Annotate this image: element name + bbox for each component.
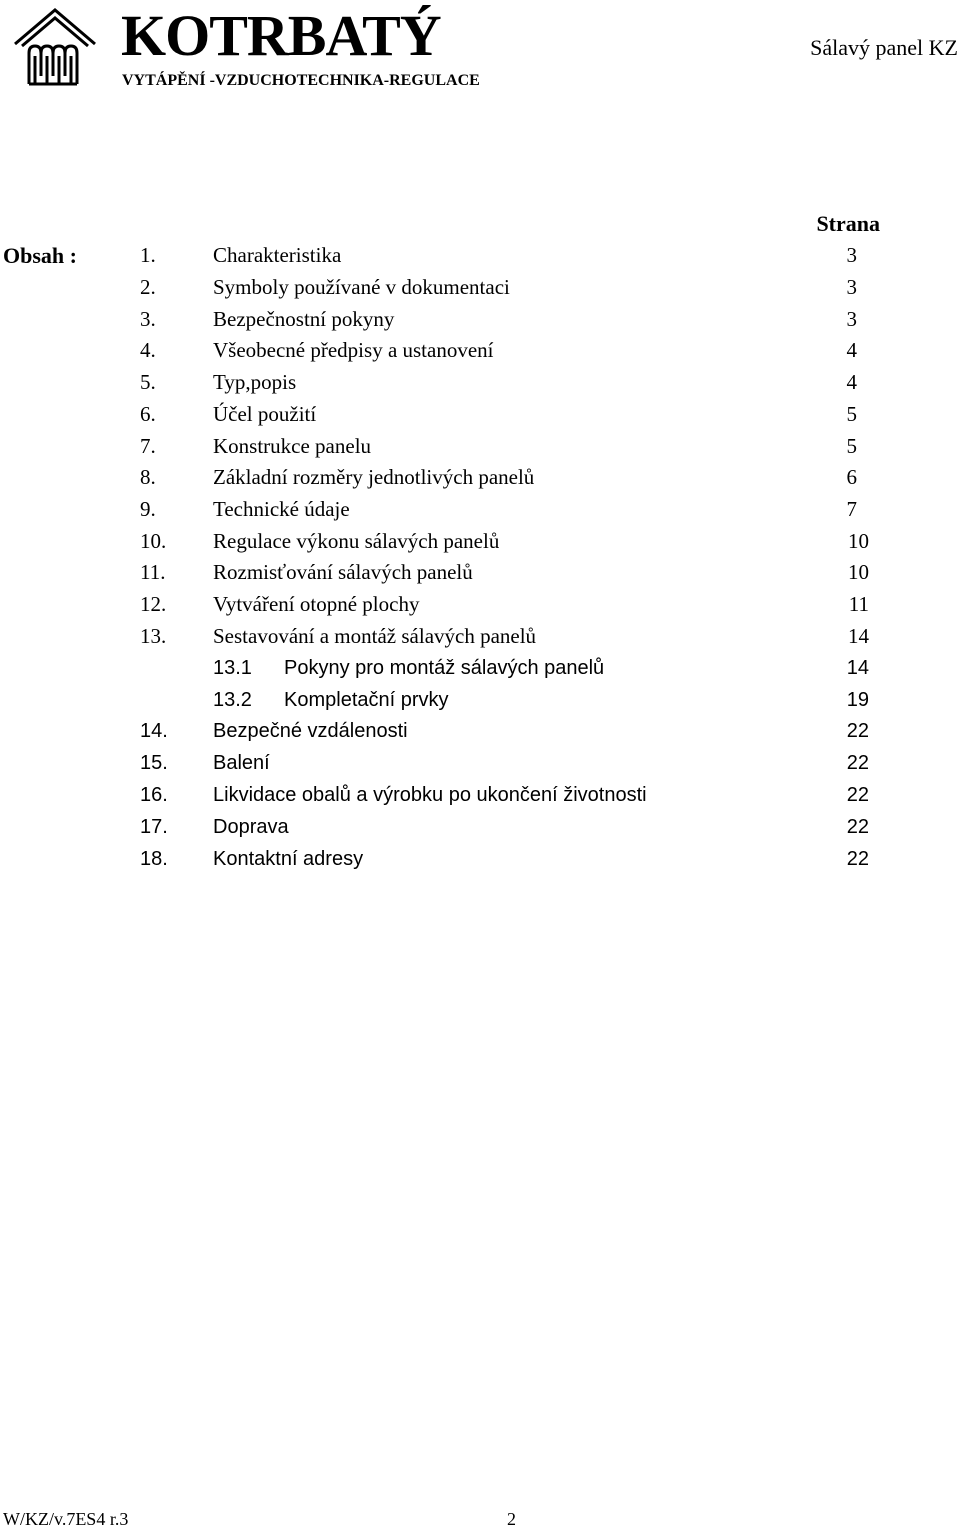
footer-page-number: 2 [507, 1509, 516, 1529]
toc-item-number: 14. [140, 720, 168, 742]
toc-item [0, 495, 960, 523]
toc-item-page: 3 [846, 307, 857, 331]
toc-item [0, 432, 960, 460]
toc-item [0, 527, 960, 555]
toc-item-title: Bezpečné vzdálenosti [213, 720, 408, 742]
toc-item-title: Technické údaje [213, 497, 350, 521]
toc-item-title: Sestavování a montáž sálavých panelů [213, 624, 537, 648]
toc-item-page: 11 [848, 592, 869, 616]
toc-item-page: 22 [846, 816, 869, 838]
toc-item [0, 400, 960, 428]
toc-item-title: Pokyny pro montáž sálavých panelů [284, 657, 605, 679]
toc-item-number: 6. [140, 402, 156, 426]
toc-item-number: 8. [140, 465, 156, 489]
toc-item-page: 5 [846, 434, 857, 458]
toc-item [0, 717, 960, 745]
toc-item-number: 18. [140, 848, 168, 870]
toc-item [0, 336, 960, 364]
toc-item [0, 463, 960, 491]
house-radiator-logo-icon [12, 6, 98, 88]
toc-item-number: 1. [140, 243, 156, 267]
toc-item-page: 14 [846, 657, 869, 679]
toc-item-number: 7. [140, 434, 156, 458]
toc-item-page: 22 [846, 752, 869, 774]
toc-subitem [0, 654, 960, 682]
toc-item-page: 22 [846, 784, 869, 806]
toc-item-title: Charakteristika [213, 243, 342, 267]
toc-item-page: 22 [846, 848, 869, 870]
toc-item [0, 781, 960, 809]
toc-item-title: Rozmisťování sálavých panelů [213, 560, 473, 584]
toc-item [0, 749, 960, 777]
toc-item-page: 22 [846, 720, 869, 742]
toc-item-page: 10 [848, 560, 869, 584]
toc-item [0, 622, 960, 650]
toc-item-number: 13. [140, 624, 167, 648]
toc-item [0, 590, 960, 618]
toc-item-page: 4 [846, 338, 857, 362]
toc-item-number: 4. [140, 338, 156, 362]
toc-item [0, 273, 960, 301]
toc-item-title: Symboly používané v dokumentaci [213, 275, 510, 299]
toc-item-title: Regulace výkonu sálavých panelů [213, 529, 500, 553]
document-title: Sálavý panel KZ [810, 35, 958, 60]
toc-item-number: 10. [140, 529, 167, 553]
toc-page-column-heading: Strana [816, 211, 880, 236]
toc-item-number: 2. [140, 275, 156, 299]
toc-item-number: 3. [140, 307, 156, 331]
toc-item-number: 11. [140, 560, 166, 584]
toc-item-title: Kontaktní adresy [213, 848, 364, 870]
toc-item-title: Likvidace obalů a výrobku po ukončení životnosti [213, 784, 647, 806]
toc-item-page: 4 [846, 370, 857, 394]
toc-item-page: 3 [846, 243, 857, 267]
toc-item-title: Balení [213, 752, 270, 774]
toc-item-number: 12. [140, 592, 167, 616]
toc-item-number: 13.1 [213, 657, 252, 679]
toc-item-number: 16. [140, 784, 168, 806]
toc-item-title: Účel použití [213, 402, 317, 426]
brand-name: KOTRBATÝ [121, 3, 441, 68]
toc-item-title: Všeobecné předpisy a ustanovení [213, 338, 494, 362]
toc-item-page: 19 [846, 689, 869, 711]
toc-item [0, 241, 960, 269]
toc-item-title: Kompletační prvky [284, 689, 449, 711]
brand-tagline: VYTÁPĚNÍ -VZDUCHOTECHNIKA-REGULACE [122, 72, 480, 89]
toc-item-number: 17. [140, 816, 168, 838]
toc-item-number: 5. [140, 370, 156, 394]
toc-item-title: Základní rozměry jednotlivých panelů [213, 465, 535, 489]
toc-item-page: 6 [846, 465, 857, 489]
toc-item [0, 813, 960, 841]
toc-subitem [0, 686, 960, 714]
toc-item [0, 305, 960, 333]
toc-item-page: 10 [848, 529, 869, 553]
toc-item [0, 845, 960, 873]
toc-item-number: 9. [140, 497, 156, 521]
toc-item-title: Konstrukce panelu [213, 434, 372, 458]
toc-item-page: 7 [846, 497, 857, 521]
toc-item [0, 558, 960, 586]
footer-document-code: W/KZ/v.7ES4 r.3 [3, 1509, 129, 1529]
toc-item [0, 368, 960, 396]
toc-item-title: Vytváření otopné plochy [213, 592, 420, 616]
toc-item-page: 3 [846, 275, 857, 299]
toc-item-number: 13.2 [213, 689, 252, 711]
toc-item-number: 15. [140, 752, 168, 774]
toc-item-page: 5 [846, 402, 857, 426]
toc-item-page: 14 [848, 624, 869, 648]
toc-item-title: Doprava [213, 816, 289, 838]
toc-item-title: Bezpečnostní pokyny [213, 307, 395, 331]
toc-label: Obsah : [3, 243, 77, 268]
toc-item-title: Typ,popis [213, 370, 297, 394]
